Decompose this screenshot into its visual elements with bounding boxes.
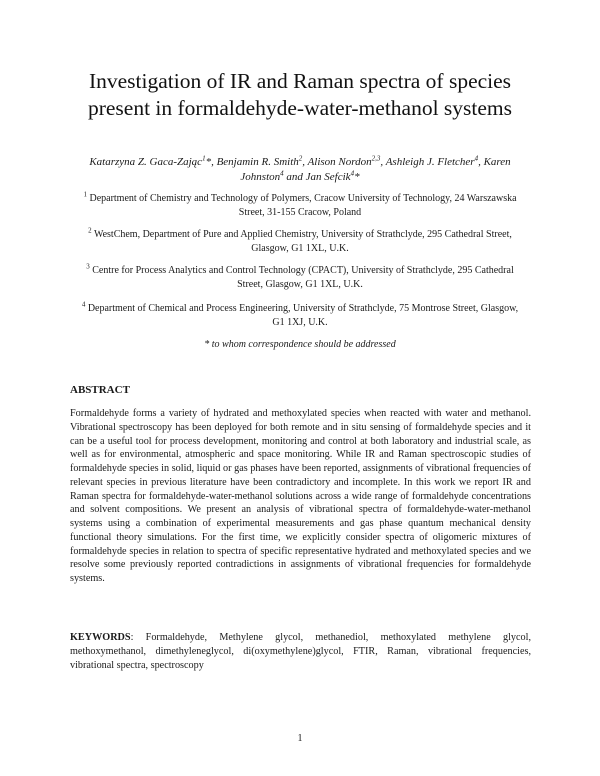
author-name: Ashleigh J. Fletcher (385, 156, 475, 168)
affiliation-text: Department of Chemistry and Technology of Polymers, Cracow University of Technology, 24 Warszawska Street, 31-155 Cracow, Poland (89, 193, 517, 218)
author-separator: *, (205, 156, 217, 168)
keywords-text: : Formaldehyde, Methylene glycol, methanediol, methoxylated methylene glycol, methoxymethanol, dimethyleneglycol, di(oxymethylene)glycol, FTIR, Raman, vibrational frequencies, vibrational spectra, spectroscopy (70, 632, 531, 671)
affiliation-mark: 3 (86, 262, 90, 271)
author-list (70, 155, 530, 185)
affiliation (80, 192, 520, 220)
author-name: Alison Nordon (307, 156, 372, 168)
author-affiliation-mark: 4 (280, 169, 284, 178)
author-name: Jan Sefcik (305, 171, 351, 183)
author-affiliation-mark: 2,3 (371, 154, 381, 163)
keywords (70, 631, 531, 672)
author-separator: and (283, 171, 306, 183)
affiliation (80, 264, 520, 292)
affiliation-mark: 1 (83, 190, 87, 199)
abstract-text: Formaldehyde forms a variety of hydrated and methoxylated species when reacted with water and methanol. Vibrational spectroscopy has been deployed for both remote and in situ sensing of formaldehyde species and it can be a useful tool for process development, monitoring and control at both laboratory and industrial scale, as well as for environmental, atmospheric and space monitoring. While IR and Raman spectroscopic studies of formaldehyde species in solid, liquid or gas phases have been reported, assignments of vibrational frequencies of relevant species in previous literature have been contradictory and incomplete. In this work we report IR and Raman spectra for formaldehyde-water-methanol solutions across a wide range of formaldehyde concentrations and solvent compositions. We present an analysis of vibrational spectra of formaldehyde-water-methanol systems using a combination of experimental measurements and gas phase quantum mechanical density functional theory simulations. For the first time, we explicitly consider spectra of oligomeric mixtures of formaldehyde species in relation to spectra of specific representative hydrated and methoxylated species and we resolve some previously reported contradictions in assignments of vibrational frequencies for formaldehyde systems. (70, 408, 531, 584)
author-name: Benjamin R. Smith (216, 156, 299, 168)
paper-title: Investigation of IR and Raman spectra of species present in formaldehyde-water-methanol systems (87, 69, 513, 120)
author-affiliation-mark: 4 (350, 169, 355, 178)
keywords-label: KEYWORDS (70, 632, 131, 643)
affiliation (80, 302, 520, 330)
author-separator: , (478, 156, 484, 168)
author-separator: , (302, 156, 308, 168)
affiliation-text: Department of Chemical and Process Engineering, University of Strathclyde, 75 Montrose Street, Glasgow, G1 1XJ, U.K. (87, 303, 519, 328)
author-separator: , (380, 156, 386, 168)
author-affiliation-mark: 1 (202, 154, 206, 163)
affiliation-mark: 4 (81, 300, 86, 309)
author-affiliation-mark: 4 (474, 154, 479, 163)
affiliation (80, 228, 520, 256)
author-name: Katarzyna Z. Gaca-Zając (89, 156, 203, 168)
author-separator: * (354, 171, 360, 183)
correspondence-note: * to whom correspondence should be addressed (204, 339, 396, 350)
affiliation-text: Centre for Process Analytics and Control Technology (CPACT), University of Strathclyde, 295 Cathedral Street, Glasgow, G1 1XL, U.K. (92, 265, 514, 290)
abstract-heading: ABSTRACT (70, 384, 130, 396)
author-affiliation-mark: 2 (298, 154, 303, 163)
affiliation-mark: 2 (88, 226, 92, 235)
page-number: 1 (297, 733, 303, 744)
affiliation-text: WestChem, Department of Pure and Applied Chemistry, University of Strathclyde, 295 Cathedral Street, Glasgow, G1 1XL, U.K. (93, 229, 512, 254)
author-name: Karen Johnston (240, 156, 511, 183)
